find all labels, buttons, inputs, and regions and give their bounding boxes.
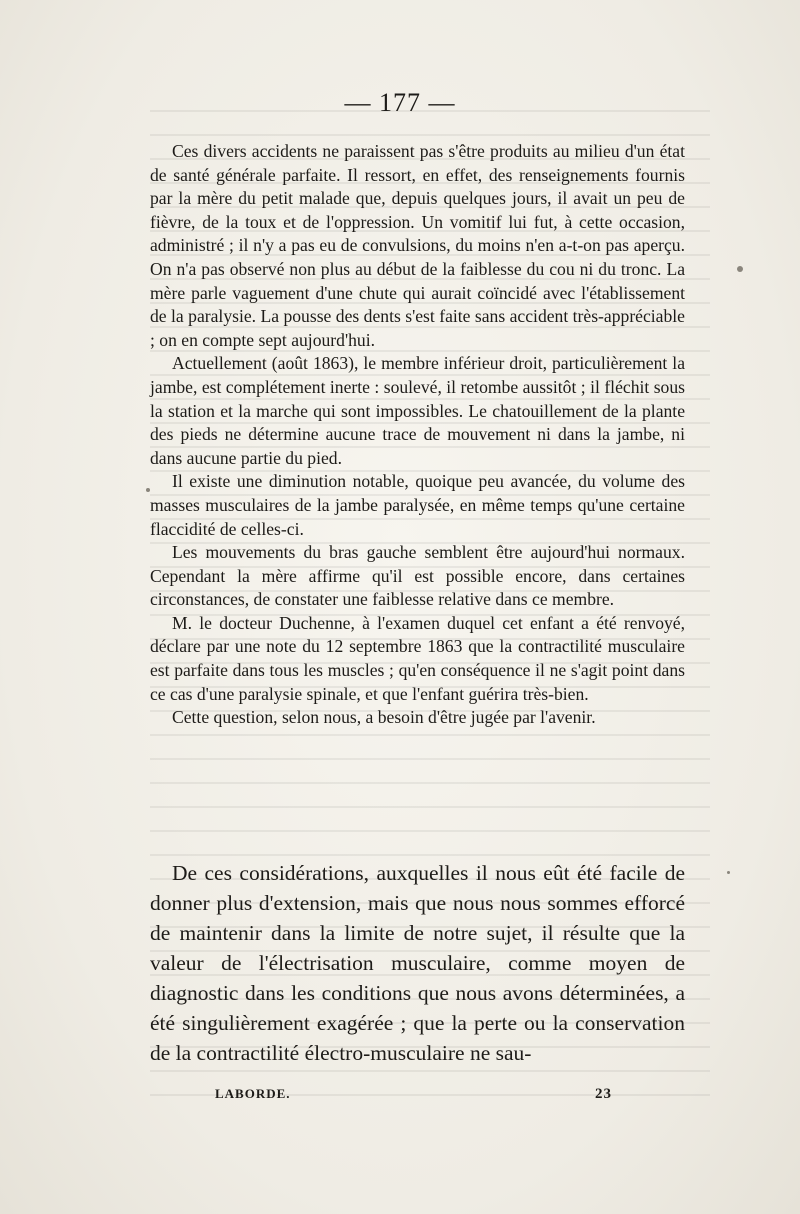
ink-speck: [737, 266, 743, 272]
paragraph: Actuellement (août 1863), le membre inférieur droit, particulièrement la jambe, est complétement inerte : soulevé, il retombe aussitôt ; il fléchit sous la station et la marche qui sont impossibles. Le chatouillement de la plante des pieds ne détermine aucune trace de mouvement ni dans la jambe, ni dans aucune partie du pied.: [150, 353, 685, 468]
conclusion-text: [150, 858, 685, 1068]
ink-speck: [146, 488, 150, 492]
paragraph: De ces considérations, auxquelles il nous eût été facile de donner plus d'extension, mais que nous nous sommes efforcé de maintenir dans la limite de notre sujet, il résulte que la valeur de l'électrisation musculaire, comme moyen de diagnostic dans les conditions que nous avons déterminées, a été singulièrement exagérée ; que la perte ou la conservation de la contractilité électro-musculaire ne sau-: [150, 861, 685, 1065]
sheet-number: 23: [595, 1086, 612, 1102]
page-number: — 177 —: [344, 88, 456, 117]
paragraph: Les mouvements du bras gauche semblent être aujourd'hui normaux. Cependant la mère affirme qu'il est possible encore, dans certaines circonstances, de constater une faiblesse relative dans ce membre.: [150, 542, 685, 610]
signature-mark: LABORDE.: [215, 1086, 291, 1101]
paragraph: M. le docteur Duchenne, à l'examen duquel cet enfant a été renvoyé, déclare par une note du 12 septembre 1863 que la contractilité musculaire est parfaite dans tous les muscles ; qu'en conséquence il ne s'agit point dans ce cas d'une paralysie spinale, et que l'enfant guérira très-bien.: [150, 612, 685, 704]
paragraph: Cette question, selon nous, a besoin d'être jugée par l'avenir.: [172, 707, 596, 728]
paragraph: Il existe une diminution notable, quoique peu avancée, du volume des masses musculaires de la jambe paralysée, en même temps qu'une certaine flaccidité de celles-ci.: [150, 471, 685, 539]
paragraph: Ces divers accidents ne paraissent pas s'être produits au milieu d'un état de santé générale parfaite. Il ressort, en effet, des renseignements fournis par la mère du petit malade que, depuis quelques jours, il avait un peu de fièvre, de la toux et de l'oppression. Un vomitif lui fut, à cette occasion, administré ; il n'y a pas eu de convulsions, du moins n'en a-t-on pas aperçu. On n'a pas observé non plus au début de la faiblesse du cou ni du tronc. La mère parle vaguement d'une chute qui aurait coïncidé avec l'établissement de la paralysie. La pousse des dents s'est faite sans accident très-appréciable ; on en compte sept aujourd'hui.: [150, 141, 685, 350]
ink-speck: [727, 871, 730, 874]
case-report-text: [150, 140, 685, 730]
